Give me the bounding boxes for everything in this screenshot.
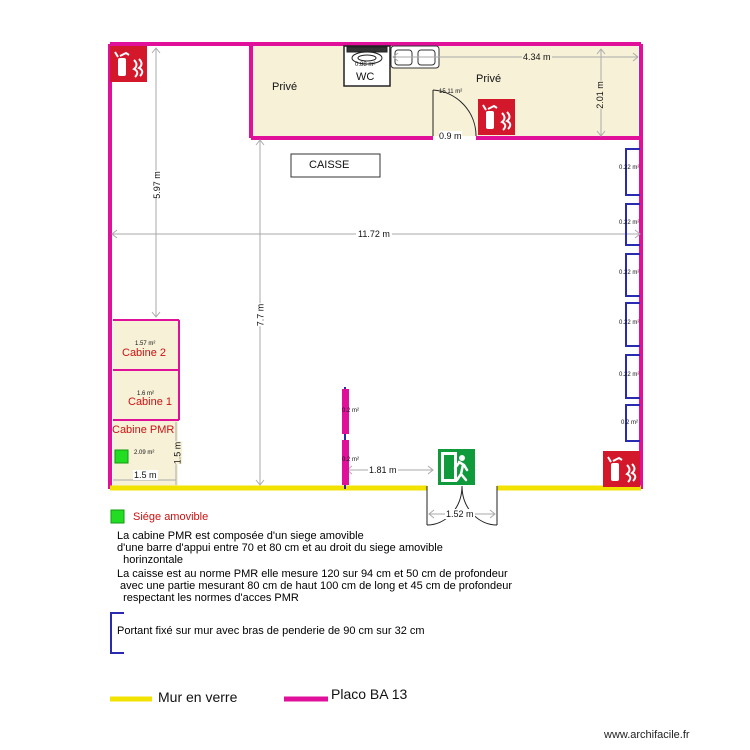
caisse-description-line: avec une partie mesurant 80 cm de haut 100 cm de long et 45 cm de profondeur bbox=[117, 580, 513, 592]
room-area-wc: 0.88 m² bbox=[355, 62, 376, 68]
room-area-cabine-1: 1.6 m² bbox=[137, 391, 155, 397]
fire-extinguisher-icon bbox=[603, 451, 640, 487]
pmr-description bbox=[117, 530, 443, 566]
rack-area-label: 0.2 m² bbox=[342, 408, 360, 414]
footer-watermark: www.archifacile.fr bbox=[604, 729, 690, 741]
rack-area-label: 0.22 m² bbox=[619, 165, 640, 171]
seat-legend-swatch bbox=[111, 510, 124, 523]
dimension-entrance-width: 1.52 m bbox=[446, 509, 474, 519]
dimension-total-width: 11.72 m bbox=[358, 229, 390, 239]
placo-legend-label: Placo BA 13 bbox=[331, 686, 408, 702]
room-label-wc: WC bbox=[356, 71, 375, 83]
room-label-cabine-2: Cabine 2 bbox=[122, 347, 167, 359]
caisse-description-line: La caisse est au norme PMR elle mesure 120 sur 94 cm et 50 cm de profondeur bbox=[117, 568, 508, 580]
dimension-center-height: 7.7 m bbox=[255, 303, 266, 327]
fire-extinguisher-icon bbox=[478, 99, 515, 135]
room-label-cabine-1: Cabine 1 bbox=[128, 396, 173, 408]
room-label-cabine-pmr: Cabine PMR bbox=[112, 424, 175, 436]
pmr-description-line: La cabine PMR est composée d'un siege amovible bbox=[117, 530, 364, 542]
room-area-cabine-2: 1.57 m² bbox=[135, 341, 156, 347]
rack-area-label: 0.22 m² bbox=[619, 372, 640, 378]
caisse-label: CAISSE bbox=[309, 159, 350, 171]
dimension-left-height: 5.97 m bbox=[151, 171, 162, 199]
rack-area-label: 0.22 m² bbox=[619, 220, 640, 226]
dimension-entrance-offset: 1.81 m bbox=[369, 465, 397, 475]
room-area-cabine-pmr: 2.09 m² bbox=[134, 450, 155, 456]
center-racks bbox=[342, 387, 349, 489]
emergency-exit-icon bbox=[438, 449, 475, 485]
caisse-description bbox=[117, 568, 512, 604]
caisse-description-line: respectant les normes d'acces PMR bbox=[117, 592, 299, 604]
fire-extinguisher-icon bbox=[110, 46, 147, 82]
entrance-door bbox=[427, 486, 497, 525]
seat-legend-label: Siége amovible bbox=[133, 511, 209, 523]
room-area-prive: 15.11 m² bbox=[439, 89, 463, 95]
pmr-description-line: d'une barre d'appui entre 70 et 80 cm et au droit du siege amovible bbox=[117, 542, 443, 554]
right-racks bbox=[626, 149, 640, 441]
glass-wall-legend-label: Mur en verre bbox=[158, 689, 238, 705]
rack-area-label: 0.22 m² bbox=[619, 270, 640, 276]
rack-area-label: 0.22 m² bbox=[619, 320, 640, 326]
room-label-prive-right: Privé bbox=[476, 73, 502, 85]
rack-area-label: 0.2 m² bbox=[621, 420, 639, 426]
dimension-door-width: 0.9 m bbox=[439, 131, 462, 141]
dimension-pmr-width: 1.5 m bbox=[134, 470, 157, 480]
portant-description: Portant fixé sur mur avec bras de penderie de 90 cm sur 32 cm bbox=[117, 625, 425, 637]
dimension-top-width: 4.34 m bbox=[523, 52, 551, 62]
removable-seat bbox=[115, 450, 128, 463]
dimension-right-height: 2.01 m bbox=[594, 81, 605, 109]
dimension-pmr-height: 1.5 m bbox=[172, 441, 183, 465]
room-label-prive-left: Privé bbox=[272, 81, 298, 93]
rack-area-label: 0.2 m² bbox=[342, 457, 360, 463]
pmr-description-line: horinzontale bbox=[117, 554, 184, 566]
